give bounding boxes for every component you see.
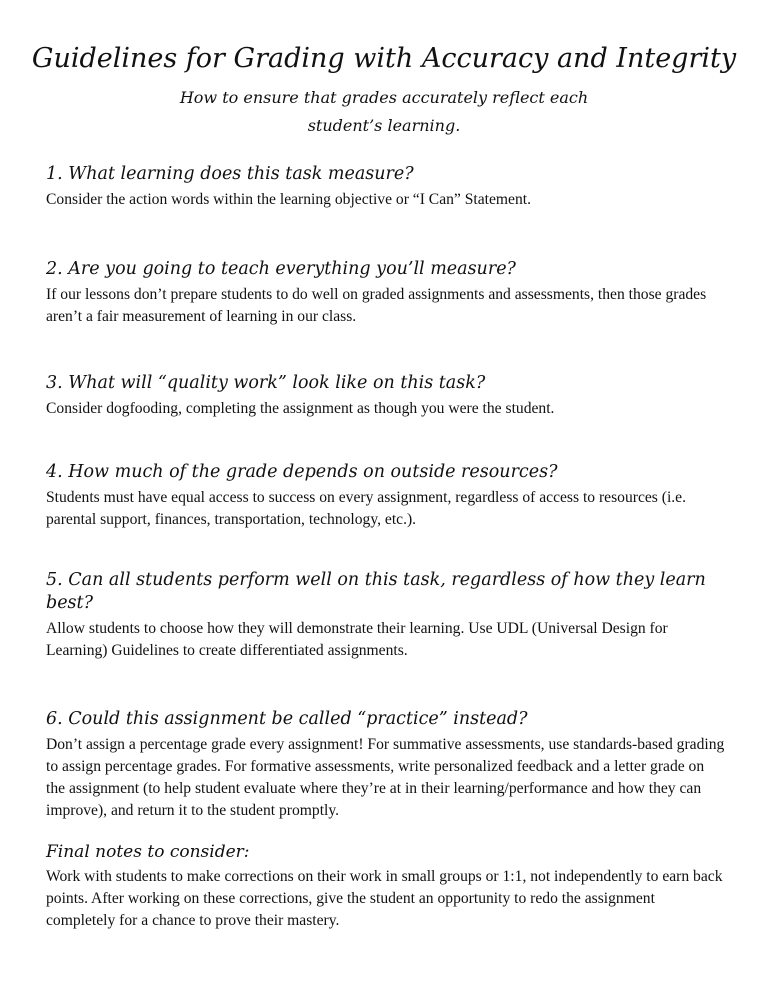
guideline-section-5 [46,569,726,662]
section-text: Students must have equal access to success on every assignment, regardless of access to resources (i.e. parental support, finances, transportation, technology, etc.). [46,489,687,528]
final-notes-heading: Final notes to consider: [46,842,250,862]
section-text: Allow students to choose how they will demonstrate their learning. Use UDL (Universal Design for Learning) Guidelines to create differentiated assignments. [46,620,668,659]
guideline-section-3 [46,372,726,420]
guideline-section-2 [46,258,726,328]
section-heading: 4. How much of the grade depends on outside resources? [46,462,558,482]
section-heading: 3. What will “quality work” look like on this task? [46,373,486,393]
page-title: Guidelines for Grading with Accuracy and Integrity [31,43,737,74]
guideline-section-1 [46,163,726,211]
section-heading: 2. Are you going to teach everything you’ll measure? [46,259,516,279]
section-text: Consider dogfooding, completing the assignment as though you were the student. [46,400,555,417]
section-heading: 6. Could this assignment be called “practice” instead? [46,709,528,729]
section-heading: 5. Can all students perform well on this task, regardless of how they learn best? [46,570,706,613]
section-text: Don’t assign a percentage grade every assignment! For summative assessments, use standards-based grading to assign percentage grades. For formative assessments, write personalized feedback and a letter grade on the assignment (to help student evaluate where they’re at in their learning/performance and how they can improve), and return it to the student promptly. [46,736,725,819]
section-text: If our lessons don’t prepare students to do well on graded assignments and assessments, then those grades aren’t a fair measurement of learning in our class. [46,286,707,325]
final-notes-section [46,841,726,932]
page-subtitle: How to ensure that grades accurately reflect each student’s learning. [179,88,589,135]
guideline-section-4 [46,461,726,531]
section-heading: 1. What learning does this task measure? [46,164,414,184]
final-notes-text: Work with students to make corrections on their work in small groups or 1:1, not independently to earn back points. After working on these corrections, give the student an opportunity to redo the assignment completely for a chance to prove their mastery. [46,868,723,929]
guideline-section-6 [46,708,726,822]
section-text: Consider the action words within the learning objective or “I Can” Statement. [46,191,532,208]
